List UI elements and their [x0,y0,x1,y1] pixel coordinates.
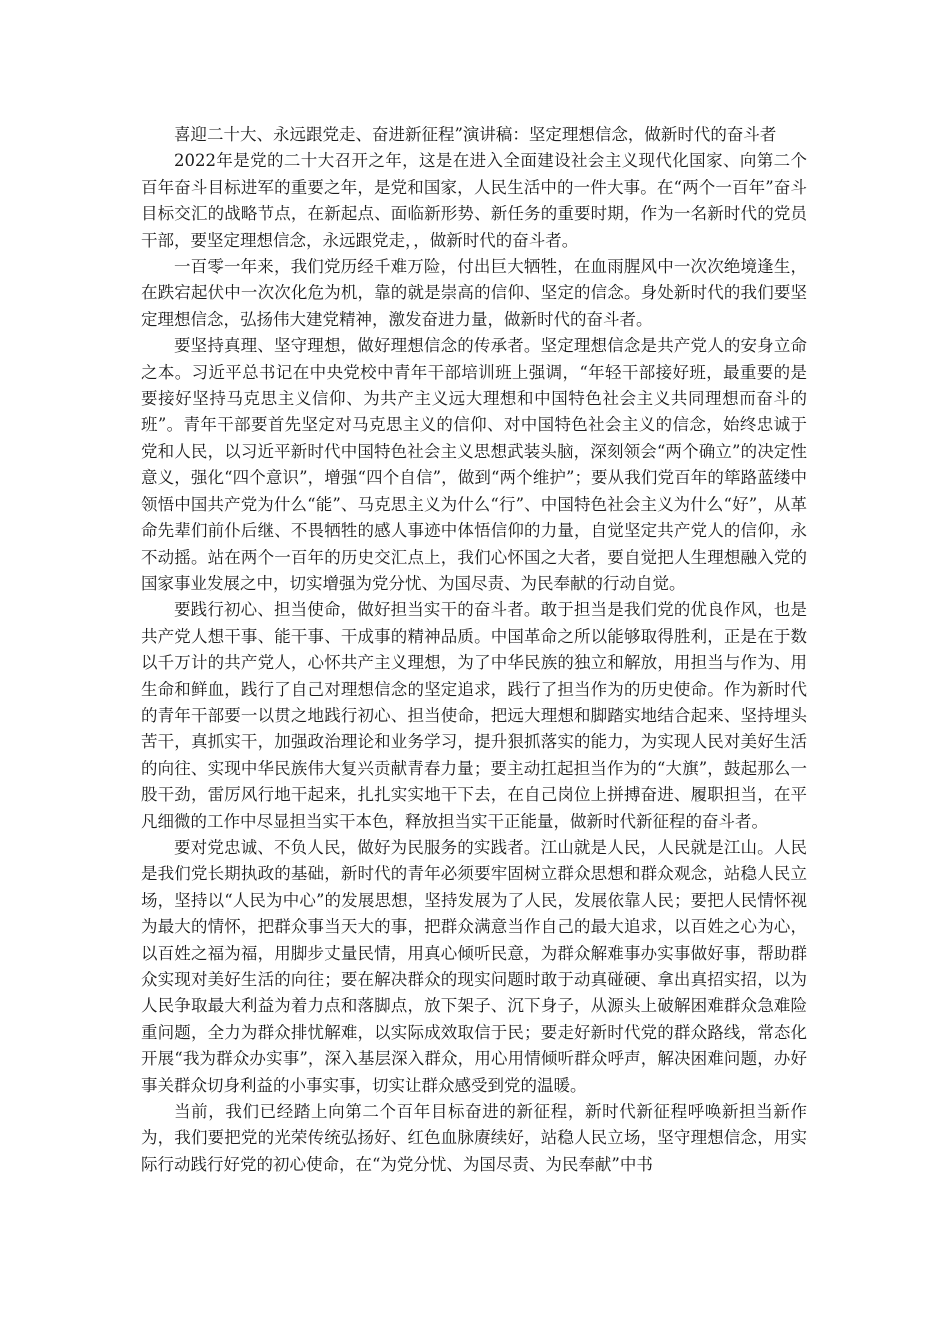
paragraph-intro: 2022年是党的二十大召开之年，这是在进入全面建设社会主义现代化国家、向第二个百年奋斗目标进军的重要之年，是党和国家，人民生活中的一件大事。在“两个一百年”奋斗目标交汇的战略节点，在新起点、面临新形势、新任务的重要时期，作为一名新时代的党员干部，要坚定理想信念，永远跟党走，，做新时代的奋斗者。 [141,151,807,250]
paragraph-conclusion: 当前，我们已经踏上向第二个百年目标奋进的新征程，新时代新征程呼唤新担当新作为，我们要把党的光荣传统弘扬好、红色血脉赓续好，站稳人民立场，坚守理想信念，用实际行动践行好党的初心使命，在“为党分忧、为国尽责、为民奉献”中书 [141,1102,807,1174]
document-page [141,122,807,1178]
document-title: 喜迎二十大、永远跟党走、奋进新征程”演讲稿：坚定理想信念，做新时代的奋斗者 [174,125,777,144]
paragraph-ideals: 要坚持真理、坚守理想，做好理想信念的传承者。坚定理想信念是共产党人的安身立命之本。习近平总书记在中央党校中青年干部培训班上强调，“年轻干部接好班，最重要的是要接好坚持马克思主义信仰、为共产主义远大理想和中国特色社会主义共同理想而奋斗的班”。青年干部要首先坚定对马克思主义的信仰、对中国特色社会主义的信念，始终忠诚于党和人民，以习近平新时代中国特色社会主义思想武装头脑，深刻领会“两个确立”的决定性意义，强化“四个意识”，增强“四个自信”，做到“两个维护”；要从我们党百年的筚路蓝缕中领悟中国共产党为什么“能”、马克思主义为什么“行”、中国特色社会主义为什么“好”，从革命先辈们前仆后继、不畏牺牲的感人事迹中体悟信仰的力量，自觉坚定共产党人的信仰，永不动摇。站在两个一百年的历史交汇点上，我们心怀国之大者，要自觉把人生理想融入党的国家事业发展之中，切实增强为党分忧、为国尽责、为民奉献的行动自觉。 [141,336,807,593]
paragraph-mission: 要践行初心、担当使命，做好担当实干的奋斗者。敢于担当是我们党的优良作风，也是共产党人想干事、能干事、干成事的精神品质。中国革命之所以能够取得胜利，正是在于数以千万计的共产党人，心怀共产主义理想，为了中华民族的独立和解放，用担当与作为、用生命和鲜血，践行了自己对理想信念的坚定追求，践行了担当作为的历史使命。作为新时代的青年干部要一以贯之地践行初心、担当使命，把远大理想和脚踏实地结合起来、坚持埋头苦干，真抓实干，加强政治理论和业务学习，提升狠抓落实的能力，为实现人民对美好生活的向往、实现中华民族伟大复兴贡献青春力量；要主动扛起担当作为的“大旗”，鼓起那么一股干劲，雷厉风行地干起来，扎扎实实地干下去，在自己岗位上拼搏奋进、履职担当，在平凡细微的工作中尽显担当实干本色，释放担当实干正能量，做新时代新征程的奋斗者。 [141,600,807,831]
paragraph-people: 要对党忠诚、不负人民，做好为民服务的实践者。江山就是人民，人民就是江山。人民是我们党长期执政的基础，新时代的青年必须要牢固树立群众思想和群众观念，站稳人民立场，坚持以“人民为中心”的发展思想，坚持发展为了人民，发展依靠人民；要把人民情怀视为最大的情怀，把群众事当天大的事，把群众满意当作自己的最大追求，以百姓之心为心，以百姓之福为福，用脚步丈量民情，用真心倾听民意，为群众解难事办实事做好事，帮助群众实现对美好生活的向往；要在解决群众的现实问题时敢于动真碰硬、拿出真招实招，以为人民争取最大利益为着力点和落脚点，放下架子、沉下身子，从源头上破解困难群众急难险重问题，全力为群众排忧解难，以实际成效取信于民；要走好新时代党的群众路线，常态化开展“我为群众办实事”，深入基层深入群众，用心用情倾听群众呼声，解决困难问题，办好事关群众切身利益的小事实事，切实让群众感受到党的温暖。 [141,837,807,1095]
paragraph-history: 一百零一年来，我们党历经千难万险，付出巨大牺牲，在血雨腥风中一次次绝境逢生，在跌宕起伏中一次次化危为机，靠的就是崇高的信仰、坚定的信念。身处新时代的我们要坚定理想信念，弘扬伟大建党精神，激发奋进力量，做新时代的奋斗者。 [141,257,807,329]
